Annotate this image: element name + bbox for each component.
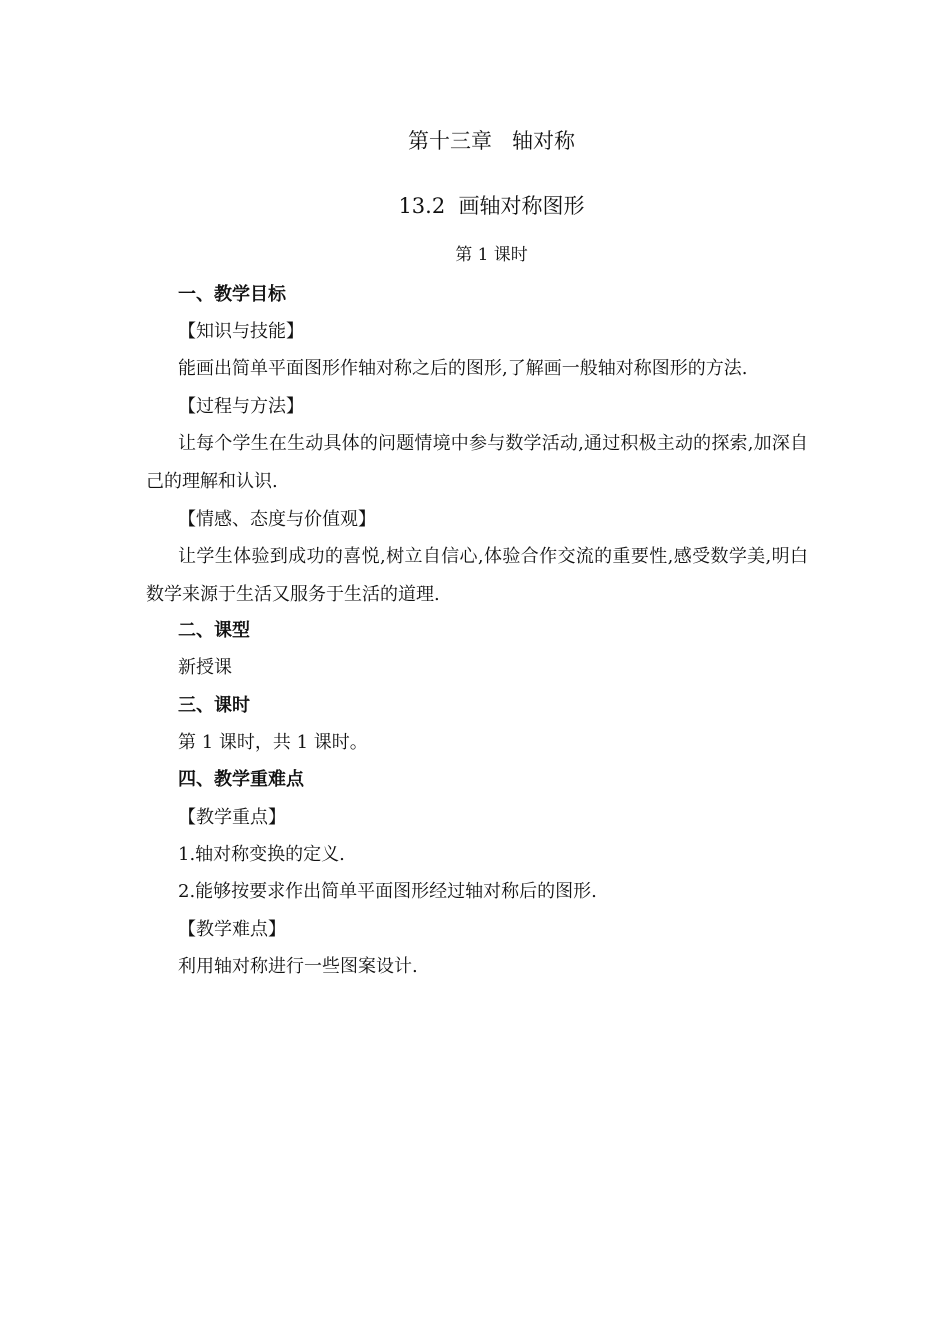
text-knowledge-skills: 能画出简单平面图形作轴对称之后的图形,了解画一般轴对称图形的方法. (178, 358, 748, 379)
text-process-methods: 让每个学生在生动具体的问题情境中参与数学活动,通过积极主动的探索,加深自己的理解和认识. (146, 433, 808, 492)
heading-key-difficult-points: 四、教学重难点 (178, 769, 304, 790)
label-difficult-points: 【教学难点】 (178, 919, 286, 940)
text-emotion-attitude-values: 让学生体验到成功的喜悦,树立自信心,体验合作交流的重要性,感受数学美,明白数学来源于生活又服务于生活的道理. (146, 546, 808, 605)
label-knowledge-skills: 【知识与技能】 (178, 321, 304, 342)
text-key-point-2: 2.能够按要求作出简单平面图形经过轴对称后的图形. (178, 881, 597, 902)
heading-class-hours: 三、课时 (178, 695, 250, 716)
heading-teaching-goals: 一、教学目标 (178, 284, 286, 305)
text-lesson-type: 新授课 (178, 657, 232, 678)
label-key-points: 【教学重点】 (178, 807, 286, 828)
text-class-hours: 第 1 课时，共 1 课时。 (178, 732, 368, 753)
chapter-title: 第十三章 轴对称 (407, 129, 576, 153)
text-key-point-1: 1.轴对称变换的定义. (178, 844, 345, 865)
label-process-methods: 【过程与方法】 (178, 396, 304, 417)
lesson-subtitle: 第 1 课时 (455, 245, 528, 265)
section-title: 13.2 画轴对称图形 (398, 194, 585, 218)
text-difficult-point: 利用轴对称进行一些图案设计. (178, 956, 418, 977)
heading-lesson-type: 二、课型 (178, 620, 250, 641)
label-emotion-attitude-values: 【情感、态度与价值观】 (178, 509, 376, 530)
